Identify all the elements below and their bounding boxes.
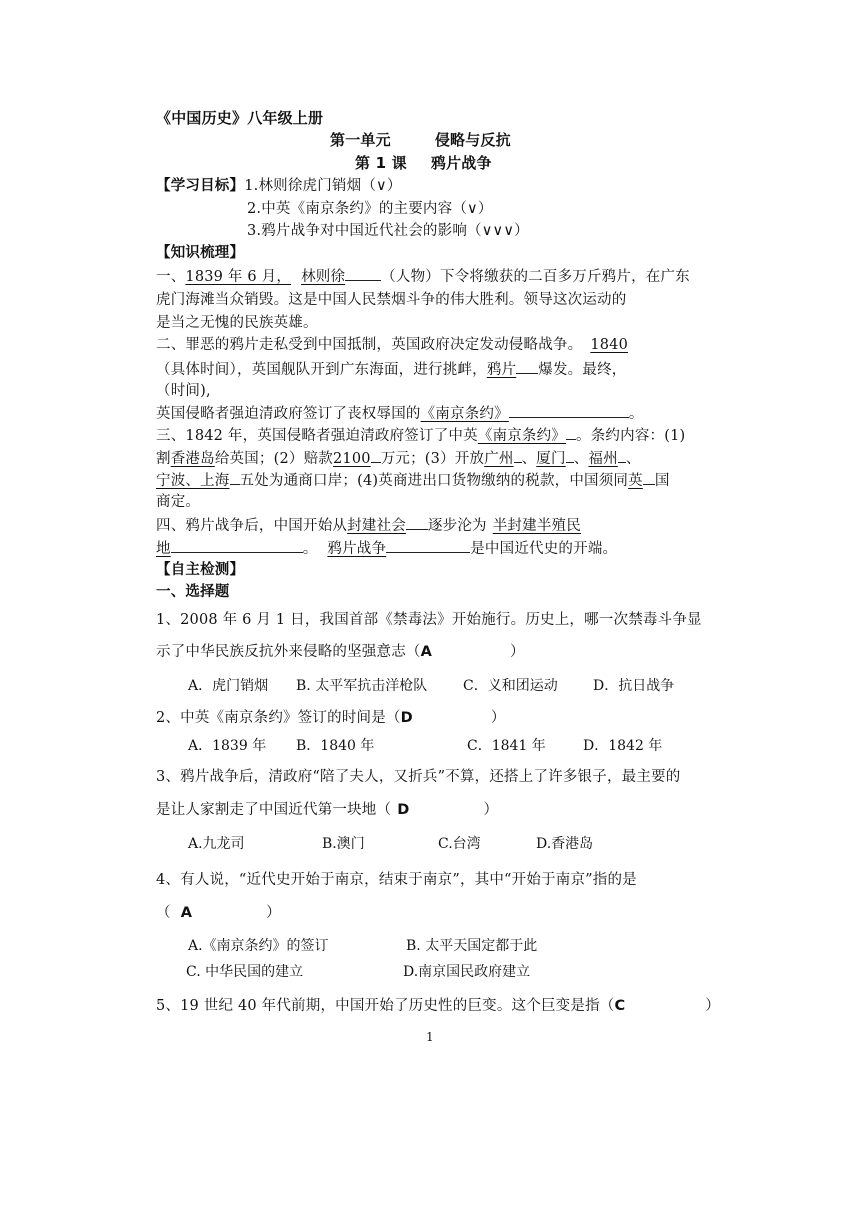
- knowledge-p2-line1: 二、罪恶的鸦片走私受到中国抵制，英国政府决定发动侵略战争。 1840: [156, 337, 629, 353]
- self-check-label: 【自主检测】: [156, 562, 245, 578]
- unit-number: 第一单元: [330, 131, 391, 149]
- option: B. 太平军抗击洋枪队: [296, 678, 428, 694]
- knowledge-p2-line2: （具体时间），英国舰队开到广东海面，进行挑衅，鸦片 爆发。最终，: [156, 359, 708, 380]
- unit-title: 侵略与反抗: [434, 131, 511, 149]
- knowledge-p4-line2: 地 。 鸦片战争 是中国近代史的开端。: [156, 538, 708, 559]
- question-2-line1: 2、中英《南京条约》签订的时间是（D ）: [156, 710, 506, 726]
- page-number: 1: [426, 1030, 434, 1044]
- question-5-line1: 5、19 世纪 40 年代前期，中国开始了历史性的巨变。这个巨变是指（C ）: [156, 998, 720, 1014]
- lesson-number: 第 1 课: [355, 154, 407, 172]
- goal-item: 3.鸦片战争对中国近代社会的影响（∨∨∨）: [247, 223, 529, 239]
- question-1-line1: 1、2008 年 6 月 1 日，我国首部《禁毒法》开始施行。历史上，哪一次禁毒斗争显: [156, 612, 702, 628]
- goal-item: 2.中英《南京条约》的主要内容（∨）: [247, 201, 493, 217]
- answer-blank: 林则徐: [301, 269, 346, 285]
- answer: C: [614, 998, 626, 1014]
- answer-blank: 广州: [484, 451, 514, 467]
- knowledge-p3-line3: 宁波、上海 五处为通商口岸；(4)英商进出口货物缴纳的税款，中国须同英 国: [156, 470, 708, 491]
- option: B. 太平天国定都于此: [406, 938, 538, 954]
- knowledge-p2-line3: （时间),: [156, 383, 211, 399]
- answer-blank: 英: [628, 473, 643, 489]
- option: D．抗日战争: [593, 678, 675, 694]
- answer-blank: 封建社会: [347, 518, 406, 534]
- answer-blank: 鸦片: [486, 362, 517, 378]
- option: C.台湾: [438, 836, 481, 852]
- answer-blank: 《南京条约》: [420, 406, 509, 422]
- option: C．1841 年: [467, 738, 546, 754]
- goal-line-1: [156, 176, 708, 196]
- answer: A: [420, 644, 433, 660]
- unit-heading: [330, 130, 860, 150]
- option: A.九龙司: [188, 836, 245, 852]
- question-4-line2: （ A ）: [156, 905, 281, 921]
- option: C．义和团运动: [463, 678, 558, 694]
- knowledge-p3-line2: 割香港岛给英国；(2）赔款2100 万元；(3）开放广州 、厦门 、福州 、: [156, 448, 708, 469]
- goal-item: 1.林则徐虎门销烟（∨）: [244, 178, 402, 194]
- answer-blank: 香港岛: [170, 451, 215, 467]
- option: D．1842 年: [583, 738, 663, 754]
- option: A.《南京条约》的签订: [188, 938, 329, 954]
- knowledge-p2-line4: 英国侵略者强迫清政府签订了丧权辱国的《南京条约》 。: [156, 403, 708, 424]
- answer-blank: 2100: [333, 451, 371, 467]
- option: C. 中华民国的建立: [186, 964, 304, 980]
- question-4-line1: 4、有人说，“近代史开始于南京，结束于南京”，其中“开始于南京”指的是: [156, 872, 637, 888]
- knowledge-p4-line1: 四、鸦片战争后，中国开始从封建社会 逐步沦为 半封建半殖民: [156, 515, 708, 536]
- option: B.澳门: [322, 836, 365, 852]
- question-3-line1: 3、鸦片战争后，清政府“陪了夫人，又折兵”不算，还搭上了许多银子，最主要的: [156, 769, 681, 785]
- knowledge-p1-line1: 一、1839 年 6 月， 林则徐 （人物）下令将缴获的二百多万斤鸦片，在广东: [156, 266, 708, 287]
- answer-blank: 鸦片战争: [327, 541, 387, 557]
- section-title: 一、选择题: [156, 584, 230, 600]
- lesson-heading: [355, 153, 860, 173]
- answer-blank: 福州: [588, 451, 618, 467]
- option: A．1839 年: [188, 738, 267, 754]
- knowledge-label: 【知识梳理】: [156, 245, 245, 261]
- answer-blank: 半封建半殖民: [492, 518, 581, 534]
- goals-label: 【学习目标】: [156, 178, 245, 194]
- knowledge-p3-line1: 三、1842 年，英国侵略者强迫清政府签订了中英《南京条约》 。条约内容：(1): [156, 425, 708, 446]
- lesson-title: 鸦片战争: [430, 154, 492, 172]
- option: A．虎门销烟: [188, 678, 269, 694]
- answer-blank: 宁波、上海: [156, 473, 230, 489]
- answer: D: [400, 710, 413, 726]
- option: D.香港岛: [536, 836, 594, 852]
- answer: A: [180, 905, 193, 921]
- answer: D: [397, 802, 410, 818]
- option: B．1840 年: [296, 738, 375, 754]
- knowledge-p3-line4: 商定。: [156, 494, 201, 510]
- answer-blank: 1839 年 6 月，: [185, 269, 292, 285]
- question-3-line2: 是让人家割走了中国近代第一块地（ D ）: [156, 802, 499, 818]
- answer-blank: 《南京条约》: [477, 428, 567, 444]
- answer-blank: 厦门: [536, 451, 566, 467]
- answer-blank: 地: [156, 541, 171, 557]
- book-title: 《中国历史》八年级上册: [156, 109, 324, 127]
- question-1-line2: 示了中华民族反抗外来侵略的坚强意志（A ）: [156, 644, 525, 660]
- knowledge-p1-line2: 虎门海滩当众销毁。这是中国人民禁烟斗争的伟大胜利。领导这次运动的: [156, 292, 627, 308]
- option: D.南京国民政府建立: [403, 964, 531, 980]
- knowledge-p1-line3: 是当之无愧的民族英雄。: [156, 315, 318, 331]
- answer-blank: 1840: [590, 337, 629, 353]
